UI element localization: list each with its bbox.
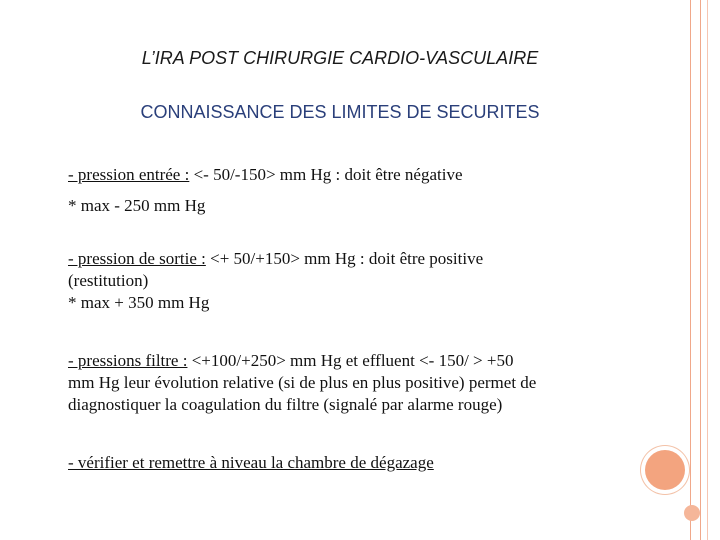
decorative-small-circle — [684, 505, 700, 521]
item-label: - pression de sortie : — [68, 249, 206, 268]
item-pression-entree-max — [68, 195, 628, 217]
item-pressions-filtre — [68, 350, 628, 416]
item-verifier — [68, 452, 628, 474]
item-pression-entree — [68, 164, 628, 186]
slide-subtitle: CONNAISSANCE DES LIMITES DE SECURITES — [140, 102, 540, 122]
item-text: <- 50/-150> mm Hg : doit être négative — [189, 165, 463, 184]
item-label: - vérifier et remettre à niveau la chambre de dégazage — [68, 453, 434, 472]
decorative-circle — [640, 442, 690, 492]
decorative-border-line — [707, 0, 708, 540]
item-text: <+100/+250> mm Hg et effluent <- 150/ > +50 — [187, 351, 514, 370]
item-line2: (restitution) — [68, 271, 149, 290]
item-extra: * max + 350 mm Hg — [68, 293, 210, 312]
decorative-border-line — [690, 0, 691, 540]
decorative-border-line — [700, 0, 701, 540]
item-line3: diagnostiquer la coagulation du filtre (signalé par alarme rouge) — [68, 395, 503, 414]
item-label: - pressions filtre : — [68, 351, 188, 370]
item-extra: * max - 250 mm Hg — [68, 196, 206, 215]
slide-title: L’IRA POST CHIRURGIE CARDIO-VASCULAIRE — [141, 48, 539, 68]
item-pression-sortie — [68, 248, 628, 314]
item-label: - pression entrée : — [68, 165, 190, 184]
item-line2: mm Hg leur évolution relative (si de plus en plus positive) permet de — [68, 373, 537, 392]
item-text: <+ 50/+150> mm Hg : doit être positive — [205, 249, 484, 268]
